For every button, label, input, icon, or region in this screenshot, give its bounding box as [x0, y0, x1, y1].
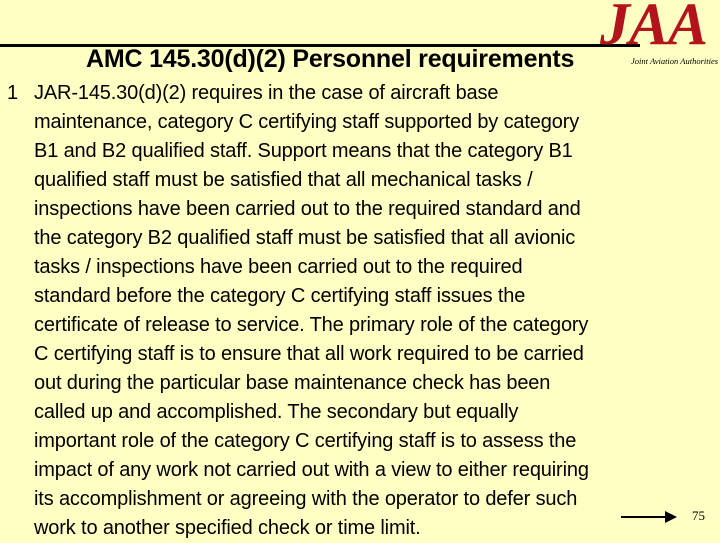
slide-title: AMC 145.30(d)(2) Personnel requirements	[86, 45, 575, 73]
body-line: C certifying staff is to ensure that all work required to be carried	[34, 343, 584, 365]
body-line: qualified staff must be satisfied that all mechanical tasks /	[34, 169, 533, 191]
body-line: important role of the category C certifying staff is to assess the	[34, 430, 577, 452]
logo-subtitle: Joint Aviation Authorities	[631, 56, 719, 66]
body-line: B1 and B2 qualified staff. Support means that the category B1	[34, 140, 573, 162]
item-number: 1	[7, 82, 19, 104]
page-number: 75	[692, 508, 705, 523]
body-line: the category B2 qualified staff must be satisfied that all avionic	[34, 227, 576, 249]
body-line: tasks / inspections have been carried out to the required	[34, 256, 523, 278]
body-line: out during the particular base maintenance check has been	[34, 372, 551, 394]
body-line: work to another specified check or time limit.	[34, 517, 421, 539]
logo-mark: JAA	[600, 0, 708, 57]
right-arrow-icon[interactable]	[621, 510, 677, 524]
jaa-logo	[600, 0, 720, 70]
body-line: certificate of release to service. The primary role of the category	[34, 314, 589, 336]
body-line: maintenance, category C certifying staff supported by category	[34, 111, 580, 133]
body-line: JAR-145.30(d)(2) requires in the case of aircraft base	[34, 82, 499, 104]
body-line: impact of any work not carried out with a view to either requiring	[34, 459, 589, 481]
body-line: called up and accomplished. The secondary but equally	[34, 401, 519, 423]
body-line: its accomplishment or agreeing with the operator to defer such	[34, 488, 578, 510]
body-paragraph	[34, 79, 716, 543]
body-line: standard before the category C certifying staff issues the	[34, 285, 526, 307]
body-line: inspections have been carried out to the required standard and	[34, 198, 581, 220]
